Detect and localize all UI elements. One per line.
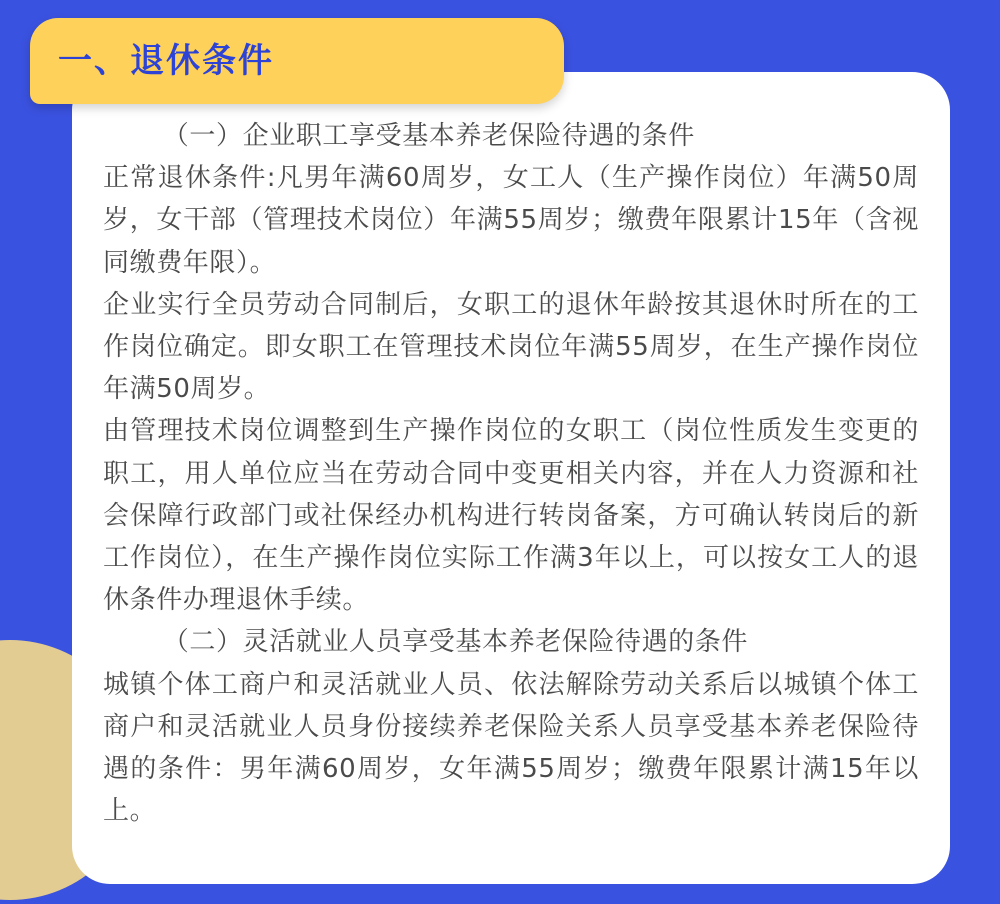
article-body: [103, 115, 919, 832]
paragraph-2: 企业实行全员劳动合同制后，女职工的退休年龄按其退休时所在的工作岗位确定。即女职工在管理技术岗位年满55周岁，在生产操作岗位年满50周岁。: [103, 289, 919, 405]
paragraph-4: 城镇个体工商户和灵活就业人员、依法解除劳动关系后以城镇个体工商户和灵活就业人员身份接续养老保险关系人员享受基本养老保险待遇的条件：男年满60周岁，女年满55周岁；缴费年限累计满15年以上。: [103, 669, 919, 827]
subsection-heading-2: （二）灵活就业人员享受基本养老保险待遇的条件: [162, 627, 748, 658]
paragraph-3: 由管理技术岗位调整到生产操作岗位的女职工（岗位性质发生变更的职工，用人单位应当在劳动合同中变更相关内容，并在人力资源和社会保障行政部门或社保经办机构进行转岗备案，方可确认转岗后的新工作岗位），在生产操作岗位实际工作满3年以上，可以按女工人的退休条件办理退休手续。: [103, 416, 919, 616]
paragraph-1: 正常退休条件:凡男年满60周岁，女工人（生产操作岗位）年满50周岁，女干部（管理技术岗位）年满55周岁；缴费年限累计15年（含视同缴费年限）。: [103, 163, 919, 278]
section-title-tab: [30, 18, 564, 104]
section-title: 一、退休条件: [58, 41, 274, 81]
subsection-heading-1: （一）企业职工享受基本养老保险待遇的条件: [162, 121, 695, 151]
